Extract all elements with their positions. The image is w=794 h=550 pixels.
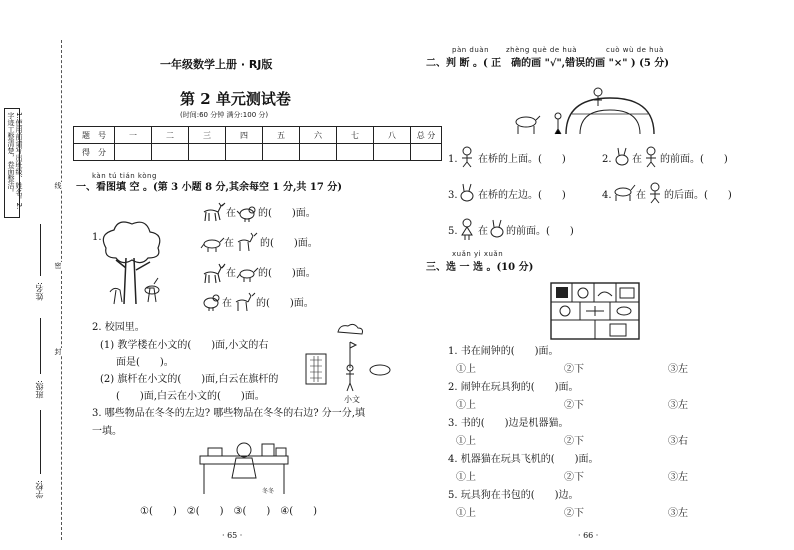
judge-item-num: 3. [448, 190, 458, 201]
desk-scene-image [198, 440, 290, 496]
bird-icon [236, 204, 258, 222]
choice-question: 4. 机器猫在玩具飞机的( )面。 [448, 454, 599, 465]
monkey-icon [646, 182, 664, 204]
instructions-text: 1.使用前请写出班级、姓名。2.字迹工整清楚，卷面整洁。 [7, 112, 23, 210]
score-header-cell: 七 [337, 127, 374, 144]
choice-option[interactable]: ③左 [668, 400, 688, 411]
rabbit-icon [488, 218, 506, 240]
q2-line: (1) 教学楼在小文的( )面,小文的右 [100, 340, 269, 351]
q1-line-text: 在 [226, 268, 236, 279]
girl-icon [458, 218, 476, 240]
choice-option[interactable]: ①上 [456, 436, 476, 447]
choice-question: 2. 闹钟在玩具狗的( )面。 [448, 382, 579, 393]
judge-item-text: 的前面。( ) [660, 154, 728, 165]
choice-option[interactable]: ①上 [456, 400, 476, 411]
choice-option[interactable]: ③左 [668, 472, 688, 483]
choice-option[interactable]: ③右 [668, 436, 688, 447]
dongdong-label: 冬冬 [262, 488, 275, 495]
deer-icon [200, 262, 226, 284]
q2-line: ( )面,白云在小文的( )面。 [116, 391, 265, 402]
choice-question: 5. 玩具狗在书包的( )边。 [448, 490, 579, 501]
judge-item-num: 4. [602, 190, 612, 201]
choice-option[interactable]: ③左 [668, 364, 688, 375]
seal-char: 线 [54, 182, 62, 189]
q1-line [200, 202, 226, 226]
score-cell[interactable] [337, 144, 374, 161]
section1-pinyin: kàn tú tián kòng [92, 172, 157, 180]
score-header-cell: 六 [300, 127, 337, 144]
q1-line-text: 的( )面。 [256, 298, 314, 309]
judge-item-text: 在桥的左边。( ) [478, 190, 566, 201]
score-header-row [74, 127, 442, 144]
q3-line: 一填。 [92, 426, 122, 437]
choice-option[interactable]: ②下 [564, 400, 584, 411]
score-cell[interactable] [152, 144, 189, 161]
monkey-icon [642, 146, 660, 168]
page-number-66: · 66 · [578, 531, 599, 540]
judge-item-text: 在 [636, 190, 646, 201]
seal-char: 封 [54, 348, 62, 355]
fox-icon [236, 264, 260, 282]
section1-title: 一、看图填 空 。(第 3 小题 8 分,其余每空 1 分,共 17 分) [76, 182, 343, 193]
score-header-cell: 四 [226, 127, 263, 144]
xiaowen-label: 小文 [344, 395, 360, 404]
bridge-scene-image [512, 78, 662, 138]
score-header-cell: 题 号 [74, 127, 115, 144]
section2-title: 二、判 断 。( 正 确的画 "√",错误的画 "×" ) (5 分) [426, 58, 670, 69]
score-cell[interactable] [189, 144, 226, 161]
choice-option[interactable]: ①上 [456, 508, 476, 519]
score-cell[interactable] [226, 144, 263, 161]
section3-pinyin: xuǎn yi xuǎn [452, 250, 504, 258]
q1-line-text: 的( )面。 [260, 238, 318, 249]
tree-scene-image [96, 218, 176, 308]
deer-icon [200, 202, 226, 222]
choice-option[interactable]: ②下 [564, 472, 584, 483]
q2-line: 面是( )。 [116, 357, 174, 368]
judge-item-text: 在桥的上面。( ) [478, 154, 566, 165]
school-field[interactable] [40, 410, 41, 474]
q1-number: 1. [92, 232, 102, 243]
choice-option[interactable]: ③左 [668, 508, 688, 519]
q1-line-text: 的( )面。 [258, 208, 316, 219]
score-cell[interactable] [115, 144, 152, 161]
school-label: 学校: [35, 480, 44, 499]
page-number-65: · 65 · [222, 531, 243, 540]
page-title: 第 2 单元测试卷 [180, 90, 291, 108]
judge-item-num: 5. [448, 226, 458, 237]
score-row [74, 144, 442, 161]
score-cell[interactable] [374, 144, 411, 161]
q3-line: 3. 哪些物品在冬冬的左边? 哪些物品在冬冬的右边? 分一分,填 [92, 408, 365, 419]
rabbit-icon [612, 146, 632, 168]
deer-icon [234, 232, 258, 252]
choice-option[interactable]: ①上 [456, 364, 476, 375]
bird-icon [200, 292, 222, 312]
judge-item-text: 在 [478, 226, 488, 237]
q1-line-text: 在 [222, 298, 232, 309]
score-cell[interactable] [411, 144, 442, 161]
score-header-cell: 三 [189, 127, 226, 144]
class-label: 班级: [35, 380, 44, 399]
choice-question: 1. 书在闹钟的( )面。 [448, 346, 559, 357]
choice-option[interactable]: ②下 [564, 436, 584, 447]
seal-line [61, 40, 62, 540]
q2-line: (2) 旗杆在小文的( )面,白云在旗杆的 [100, 374, 279, 385]
seal-char: 密 [54, 262, 62, 269]
score-header-cell: 一 [115, 127, 152, 144]
judge-item-text: 在 [632, 154, 642, 165]
score-cell[interactable] [263, 144, 300, 161]
q2-title: 2. 校园里。 [92, 322, 145, 333]
judge-item-num: 2. [602, 154, 612, 165]
judge-item-text: 的后面。( ) [664, 190, 732, 201]
series-label: 一年级数学上册 · RJ版 [160, 58, 273, 71]
exam-info: (时间:60 分钟 满分:100 分) [180, 111, 269, 119]
score-cell[interactable] [300, 144, 337, 161]
judge-item-text: 的前面。( ) [506, 226, 574, 237]
choice-option[interactable]: ①上 [456, 472, 476, 483]
choice-option[interactable]: ②下 [564, 364, 584, 375]
q1-line-text: 在 [224, 238, 234, 249]
instructions-box [4, 108, 23, 218]
monkey-icon [458, 146, 476, 168]
score-header-cell: 总 分 [411, 127, 442, 144]
choice-option[interactable]: ②下 [564, 508, 584, 519]
score-header-cell: 二 [152, 127, 189, 144]
shelf-image [550, 282, 640, 340]
q1-line-text: 的( )面。 [258, 268, 316, 279]
score-table [73, 126, 442, 161]
score-header-cell: 八 [374, 127, 411, 144]
score-header-cell: 五 [263, 127, 300, 144]
choice-question: 3. 书的( )边是机器猫。 [448, 418, 569, 429]
horse-icon [612, 182, 636, 202]
name-label: 姓名: [35, 282, 44, 301]
q1-line-text: 在 [226, 208, 236, 219]
section2-pinyin: zhèng què de huà [506, 46, 578, 54]
class-field[interactable] [40, 318, 41, 374]
fox-icon [200, 234, 226, 252]
section2-pinyin: pàn duàn [452, 46, 490, 54]
rabbit-icon [458, 182, 476, 204]
score-row-label: 得 分 [74, 144, 115, 161]
judge-item-num: 1. [448, 154, 458, 165]
name-field[interactable] [40, 224, 41, 276]
section2-pinyin: cuò wù de huà [606, 46, 664, 54]
deer-icon [232, 292, 256, 312]
section3-title: 三、选 一 选 。(10 分) [426, 262, 534, 273]
q3-answers: ①( ) ②( ) ③( ) ④( ) [140, 506, 318, 517]
